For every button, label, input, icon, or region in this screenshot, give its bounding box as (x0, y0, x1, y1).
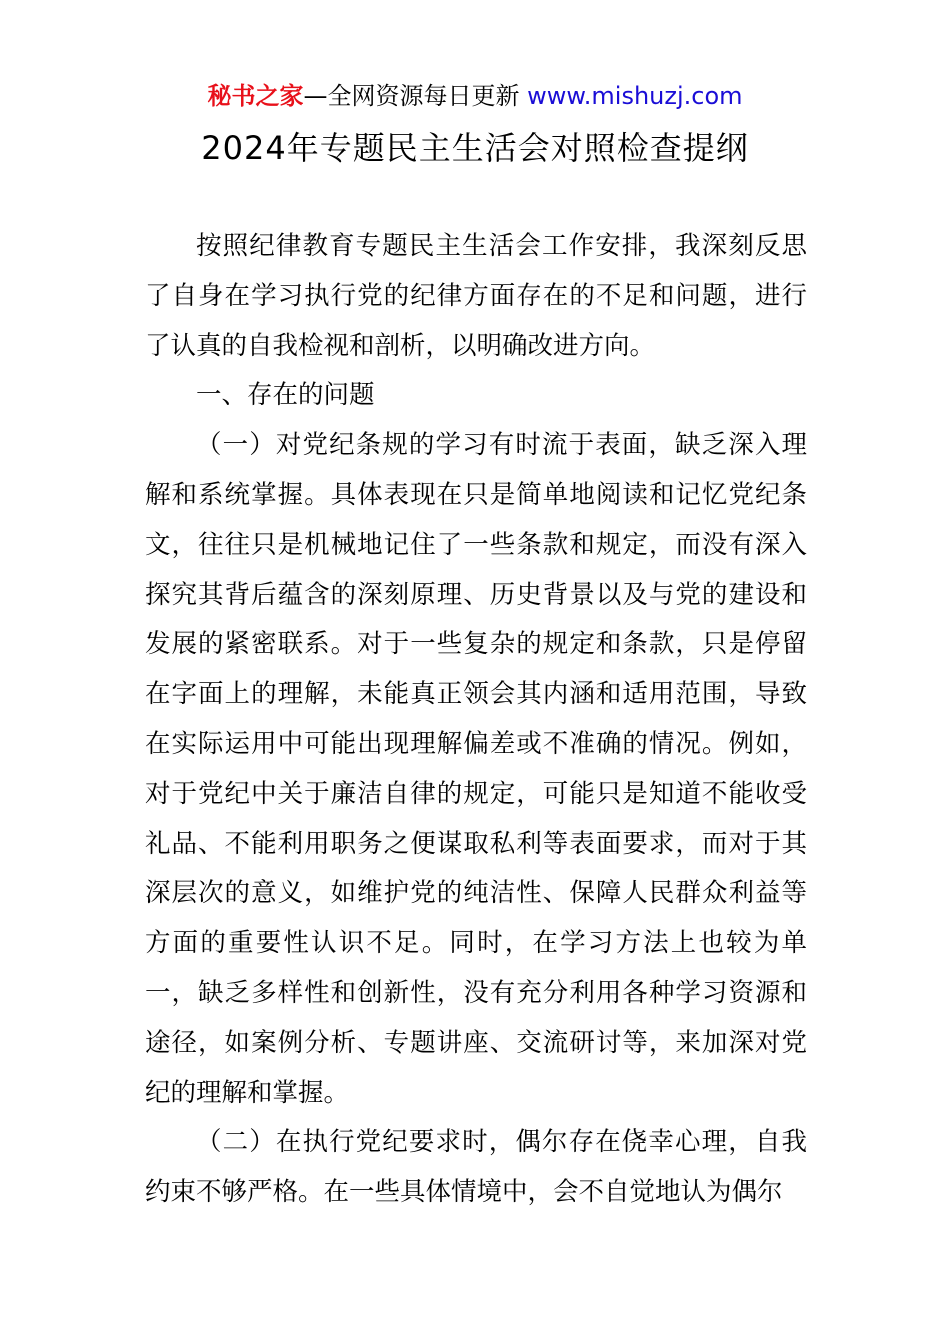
document-body (145, 222, 807, 1218)
intro-paragraph: 按照纪律教育专题民主生活会工作安排，我深刻反思了自身在学习执行党的纪律方面存在的不足和问题，进行了认真的自我检视和剖析，以明确改进方向。 (145, 231, 807, 361)
issue-paragraph-2: （二）在执行党纪要求时，偶尔存在侥幸心理，自我约束不够严格。在一些具体情境中，会不自觉地认为偶尔 (145, 1127, 807, 1208)
issue-paragraph-1: （一）对党纪条规的学习有时流于表面，缺乏深入理解和系统掌握。具体表现在只是简单地阅读和记忆党纪条文，往往只是机械地记住了一些条款和规定，而没有深入探究其背后蕴含的深刻原理、历史背景以及与党的建设和发展的紧密联系。对于一些复杂的规定和条款，只是停留在字面上的理解，未能真正领会其内涵和适用范围，导致在实际运用中可能出现理解偏差或不准确的情况。例如，对于党纪中关于廉洁自律的规定，可能只是知道不能收受礼品、不能利用职务之便谋取私利等表面要求，而对于其深层次的意义，如维护党的纯洁性、保障人民群众利益等方面的重要性认识不足。同时，在学习方法上也较为单一，缺乏多样性和创新性，没有充分利用各种学习资源和途径，如案例分析、专题讲座、交流研讨等，来加深对党纪的理解和掌握。 (145, 430, 807, 1108)
brand-name: 秘书之家 (207, 82, 304, 110)
section-heading: 一、存在的问题 (196, 380, 375, 411)
site-url-link[interactable]: www.mishuzj.com (527, 82, 743, 110)
header-tagline: —全网资源每日更新 (303, 82, 528, 110)
site-header (0, 80, 950, 112)
document-title: 2024年专题民主生活会对照检查提纲 (201, 129, 749, 167)
